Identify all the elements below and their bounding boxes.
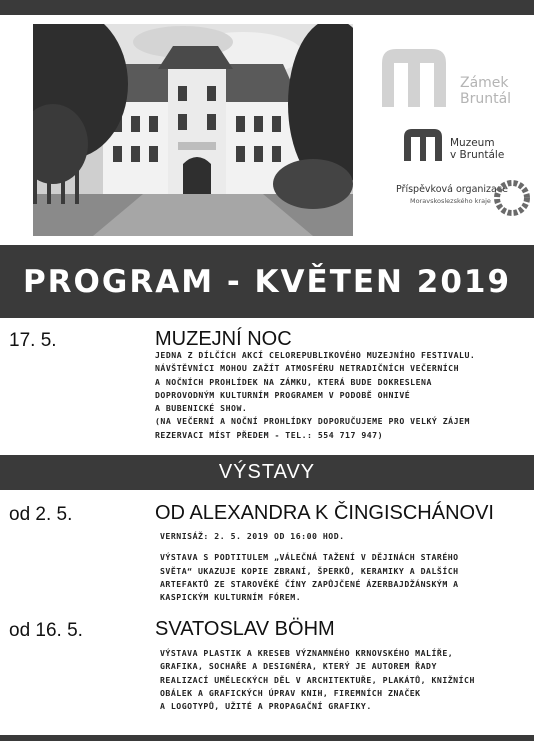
exhibit1-line: SVĚTA“ UKAZUJE KOPIE ZBRANÍ, ŠPERKŮ, KERAMIKY A DALŠÍCH [160, 565, 459, 576]
exhibit2-title: SVATOSLAV BÖHM [155, 618, 335, 640]
prispevkova-line1: Příspěvková organizace [396, 184, 508, 195]
event1-line: DOPROVODNÝM KULTURNÍM PROGRAMEM V PODOBĚ OHNIVÉ [155, 389, 411, 400]
exhibit1-vernisaz: VERNISÁŽ: 2. 5. 2019 OD 16:00 HOD. [160, 531, 345, 541]
zamek-logo-line2: Bruntál [460, 91, 512, 107]
muzeum-logo-line2: v Bruntále [450, 149, 505, 161]
region-ring-icon [492, 178, 532, 218]
exhibit1-date: od 2. 5. [9, 504, 73, 525]
vystavy-title: VÝSTAVY [218, 461, 316, 483]
prispevkova-organizace-logo [396, 178, 531, 220]
castle-photo [33, 24, 353, 236]
exhibit2-line: OBÁLEK A GRAFICKÝCH ÚPRAV KNIH, FIREMNÍCH ZNAČEK [160, 687, 421, 698]
exhibit1-line: KASPICKÝM KULTURNÍM FÓREM. [160, 592, 302, 603]
event1-date: 17. 5. [9, 330, 57, 351]
event1-line: A BUBENICKÉ SHOW. [155, 403, 248, 414]
exhibit1-title: OD ALEXANDRA K ČINGISCHÁNOVI [155, 502, 494, 524]
program-banner [0, 245, 534, 318]
exhibit1-line: ARTEFAKTŮ ZE STAROVĚKÉ ČÍNY ZAPŮJČENÉ ÁZERBAJDŽÁNSKÝM A [160, 578, 459, 589]
top-bar [0, 0, 534, 15]
prispevkova-line2: Moravskoslezského kraje [410, 197, 491, 205]
event1-line: REZERVACI MÍST PŘEDEM - TEL.: 554 717 947) [155, 429, 384, 440]
muzeum-logo-line1: Muzeum [450, 137, 495, 149]
bottom-bar [0, 735, 534, 741]
muzeum-logo [402, 125, 532, 170]
event1-line: A NOČNÍCH PROHLÍDEK NA ZÁMKU, KTERÁ BUDE DOKRESLENA [155, 376, 432, 387]
zamek-logo-line1: Zámek [460, 75, 509, 91]
exhibit2-line: VÝSTAVA PLASTIK A KRESEB VÝZNAMNÉHO KRNOVSKÉHO MALÍŘE, [160, 648, 454, 658]
event1-line: JEDNA Z DÍLČÍCH AKCÍ CELOREPUBLIKOVÉHO MUZEJNÍHO FESTIVALU. [155, 350, 476, 360]
event1-title: MUZEJNÍ NOC [155, 328, 292, 350]
vystavy-section-header [0, 455, 534, 490]
event1-line: NÁVŠTĚVNÍCI MOHOU ZAŽÍT ATMOSFÉRU NETRADIČNÍCH VEČERNÍCH [155, 363, 460, 374]
program-title: PROGRAM - KVĚTEN 2019 [22, 263, 512, 300]
event1-line: (NA VEČERNÍ A NOČNÍ PROHLÍDKY DOPORUČUJEME PRO VELKÝ ZÁJEM [155, 416, 470, 427]
zamek-bruntal-logo [378, 45, 528, 115]
exhibit1-description [160, 530, 459, 604]
castle-photo-illustration [33, 24, 353, 236]
exhibit2-line: A LOGOTYPŮ, UŽITÉ A PROPAGAČNÍ GRAFIKY. [160, 701, 372, 712]
exhibit1-line: VÝSTAVA S PODTITULEM „VÁLEČNÁ TAŽENÍ V DĚJINÁCH STARÉHO [160, 552, 459, 563]
exhibit2-line: GRAFIKA, SOCHAŘE A DESIGNÉRA, KTERÝ JE AUTOREM ŘADY [160, 661, 437, 672]
exhibit2-date: od 16. 5. [9, 620, 83, 641]
event1-description [155, 349, 475, 442]
exhibit2-line: REALIZACÍ UMĚLECKÝCH DĚL V ARCHITEKTUŘE, PLAKÁTŮ, KNIŽNÍCH [160, 674, 475, 685]
muzeum-logo-mark [402, 127, 444, 163]
exhibit2-description [160, 647, 475, 713]
zamek-logo-mark [378, 45, 450, 109]
